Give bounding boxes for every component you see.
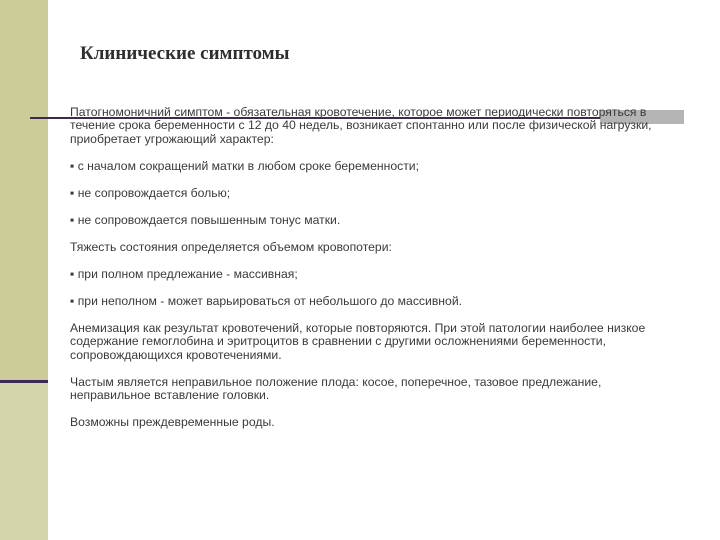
left-band-rule xyxy=(0,380,48,383)
paragraph-preterm: Возможны преждевременные роды. xyxy=(70,415,275,430)
paragraph-anemia: Анемизация как результат кровотечений, которые повторяются. При этой патологии наиболее низкое содержание гемоглобина и эритроцитов в сравнении с другими осложнениями беременности, сопровождающихся кровотечениями. xyxy=(70,320,646,362)
left-decorative-band-lower xyxy=(0,382,48,540)
bullet-item: ▪ с началом сокращений матки в любом сроке беременности; xyxy=(70,158,420,173)
paragraph-severity: Тяжесть состояния определяется объемом кровопотери: xyxy=(70,239,392,254)
slide-title: Клинические симптомы xyxy=(80,43,290,64)
paragraph-fetal-position: Частым является неправильное положение плода: косое, поперечное, тазовое предлежание, неправильное вставление головки. xyxy=(70,374,602,403)
bullet-item: ▪ не сопровождается болью; xyxy=(70,185,231,200)
bullet-item: ▪ не сопровождается повышенным тонус матки. xyxy=(70,212,341,227)
bullet-item: ▪ при неполном - может варьироваться от небольшого до массивной. xyxy=(70,293,463,308)
slide-body xyxy=(70,106,660,443)
bullet-item: ▪ при полном предлежание - массивная; xyxy=(70,266,298,281)
paragraph-intro: Патогномоничний симптом - обязательная кровотечение, которое может периодически повторяться в течение срока беременности с 12 до 40 недель, возникает спонтанно или после физической нагрузки, приобретает угрожающий характер: xyxy=(70,105,652,146)
